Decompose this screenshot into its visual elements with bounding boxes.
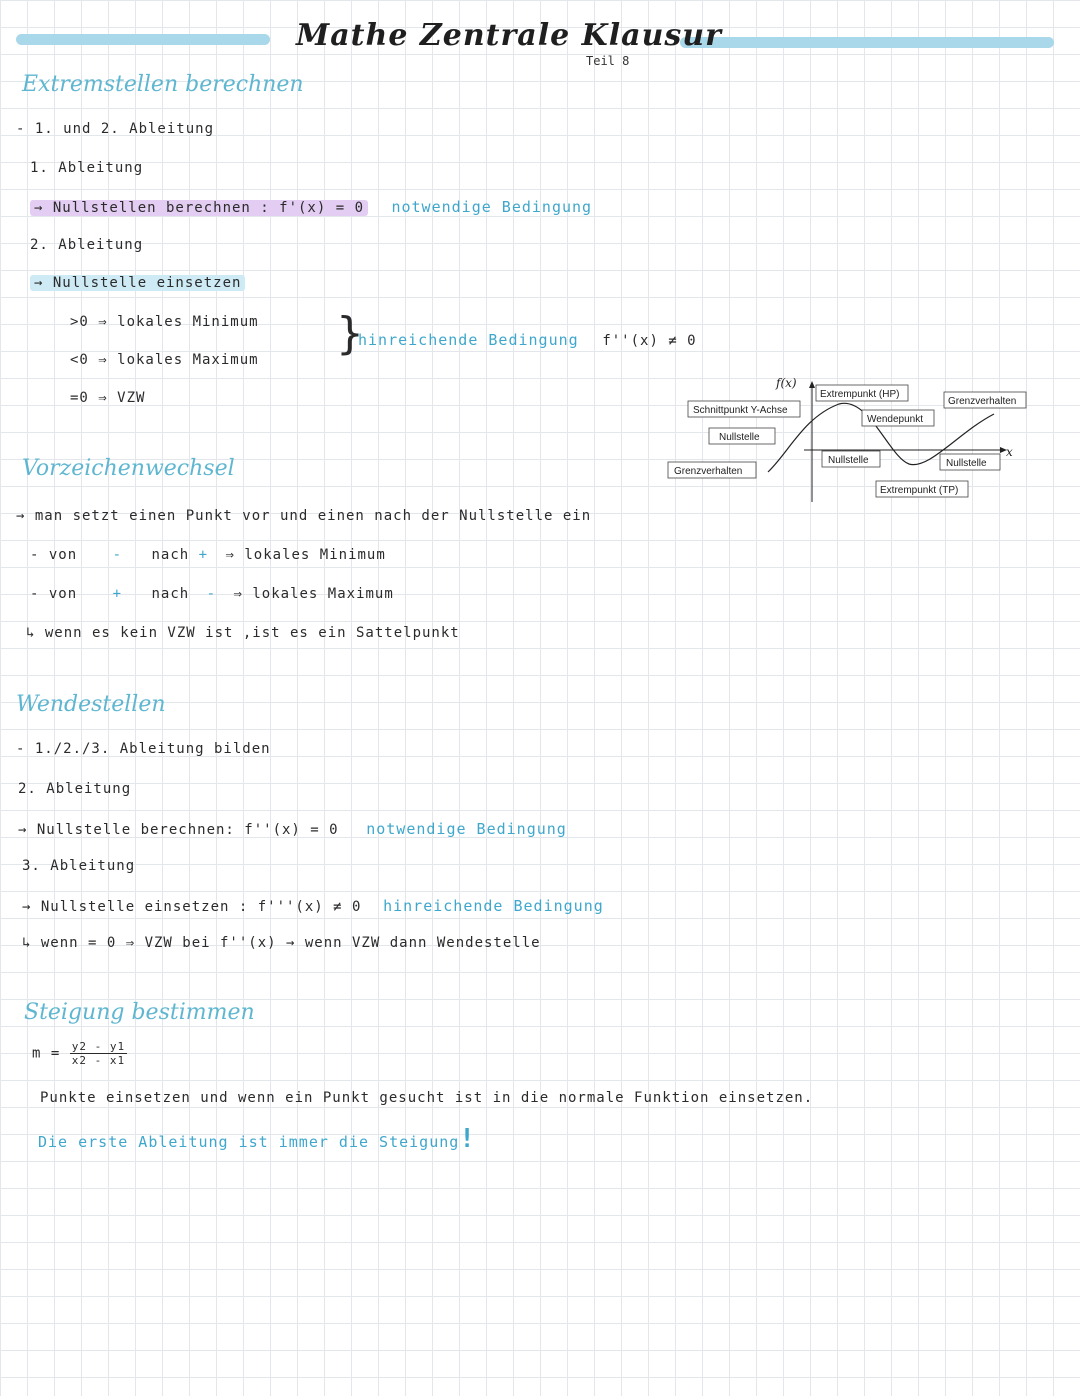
y-axis-arrow: [809, 381, 815, 388]
curly-brace: }: [336, 308, 364, 359]
slope-text-1: Punkte einsetzen und wenn ein Punkt gesucht ist in die normale Funktion einsetzen.: [40, 1090, 814, 1106]
extrem-sufficient-formula: f''(x) ≠ 0: [602, 333, 697, 349]
label-wendepunkt-text: Wendepunkt: [867, 414, 923, 425]
page-subtitle: Teil 8: [586, 54, 630, 68]
label-schnittpunkt: [688, 401, 800, 417]
vzw-row-1-result: ⇒ lokales Minimum: [225, 547, 386, 563]
slope-text-2-line: [38, 1124, 475, 1154]
heading-extremstellen: Extremstellen berechnen: [22, 72, 304, 97]
label-grenzverhalten-left: [668, 462, 756, 478]
vzw-row-1-nach: nach: [151, 547, 190, 563]
slope-text-2: Die erste Ableitung ist immer die Steigung: [38, 1133, 460, 1151]
label-nullstelle-2: [822, 451, 880, 467]
label-extrempunkt-tp: [876, 481, 968, 497]
slope-fraction: [70, 1040, 127, 1067]
vzw-row-1-von: - von: [30, 547, 78, 563]
label-extrempunkt-hp: [816, 385, 908, 401]
slope-m: m =: [32, 1045, 61, 1062]
slope-formula: [32, 1040, 127, 1067]
extrem-step1-text: → Nullstellen berechnen : f'(x) = 0: [30, 200, 368, 216]
extrem-case-gt: >0 ⇒ lokales Minimum: [70, 314, 259, 330]
label-extrempunkt-hp-text: Extrempunkt (HP): [820, 389, 900, 400]
slope-numerator: y2 - y1: [71, 1040, 126, 1053]
extrem-sufficient-condition: hinreichende Bedingung: [358, 331, 579, 349]
label-nullstelle-2-text: Nullstelle: [828, 455, 869, 466]
label-nullstelle-3-text: Nullstelle: [946, 458, 987, 469]
heading-vorzeichenwechsel: Vorzeichenwechsel: [22, 456, 235, 481]
extrem-step2-text: → Nullstelle einsetzen: [30, 275, 245, 291]
wende-sufficient-condition: hinreichende Bedingung: [383, 897, 604, 915]
wende-intro: - 1./2./3. Ableitung bilden: [16, 741, 271, 757]
wende-step2-line: [18, 819, 567, 838]
heading-wendestellen: Wendestellen: [16, 692, 166, 717]
vzw-row-2-sign-before: +: [112, 586, 123, 602]
function-graph: [664, 372, 1034, 507]
vzw-note: ↳ wenn es kein VZW ist ,ist es ein Sattelpunkt: [26, 625, 460, 641]
wende-step3: 3. Ableitung: [22, 858, 136, 874]
extrem-case-lt: <0 ⇒ lokales Maximum: [70, 352, 259, 368]
extrem-intro: - 1. und 2. Ableitung: [16, 121, 215, 137]
label-wendepunkt: [862, 410, 934, 426]
vzw-row-2-sign-after: -: [206, 586, 217, 602]
extrem-step1: 1. Ableitung: [30, 160, 144, 176]
wende-necessary-condition: notwendige Bedingung: [366, 820, 567, 838]
vzw-row-2-von: - von: [30, 586, 78, 602]
label-grenzverhalten-right: [944, 392, 1026, 408]
slope-denominator: x2 - x1: [71, 1054, 126, 1067]
header-bar-right: [680, 37, 1054, 48]
label-grenzverhalten-right-text: Grenzverhalten: [948, 396, 1017, 407]
vzw-row-2-nach: nach: [151, 586, 190, 602]
vzw-row-2-result: ⇒ lokales Maximum: [233, 586, 394, 602]
extrem-necessary-condition: notwendige Bedingung: [391, 198, 593, 216]
page-title: Mathe Zentrale Klausur: [296, 18, 722, 53]
wende-step3-text: → Nullstelle einsetzen : f'''(x) ≠ 0: [22, 899, 362, 915]
wende-step2: 2. Ableitung: [18, 781, 132, 797]
extrem-case-eq: =0 ⇒ VZW: [70, 390, 146, 406]
vzw-intro: → man setzt einen Punkt vor und einen nach der Nullstelle ein: [16, 508, 592, 524]
label-nullstelle-1: [709, 428, 775, 444]
label-nullstelle-1-text: Nullstelle: [719, 432, 760, 443]
wende-step3-line: [22, 896, 604, 915]
header-bar-left: [16, 34, 270, 45]
vzw-row-1-sign-before: -: [112, 547, 123, 563]
x-axis-label: x: [1006, 445, 1013, 459]
wende-note: ↳ wenn = 0 ⇒ VZW bei f''(x) → wenn VZW dann Wendestelle: [22, 935, 541, 951]
exclamation-mark: !: [459, 1124, 475, 1154]
vzw-row-2: [30, 586, 394, 602]
extrem-step2: 2. Ableitung: [30, 237, 144, 253]
heading-steigung: Steigung bestimmen: [24, 1000, 255, 1025]
y-axis-label: f(x): [776, 376, 797, 390]
vzw-row-1: [30, 547, 386, 563]
extrem-step2-line: [30, 275, 245, 291]
wende-step2-text: → Nullstelle berechnen: f''(x) = 0: [18, 822, 339, 838]
label-schnittpunkt-text: Schnittpunkt Y-Achse: [693, 405, 788, 416]
label-extrempunkt-tp-text: Extrempunkt (TP): [880, 485, 959, 496]
extrem-step1-line: [30, 198, 592, 216]
label-nullstelle-3: [940, 454, 1000, 470]
extrem-sufficient-line: [358, 330, 697, 349]
label-grenzverhalten-left-text: Grenzverhalten: [674, 466, 743, 477]
vzw-row-1-sign-after: +: [198, 547, 209, 563]
